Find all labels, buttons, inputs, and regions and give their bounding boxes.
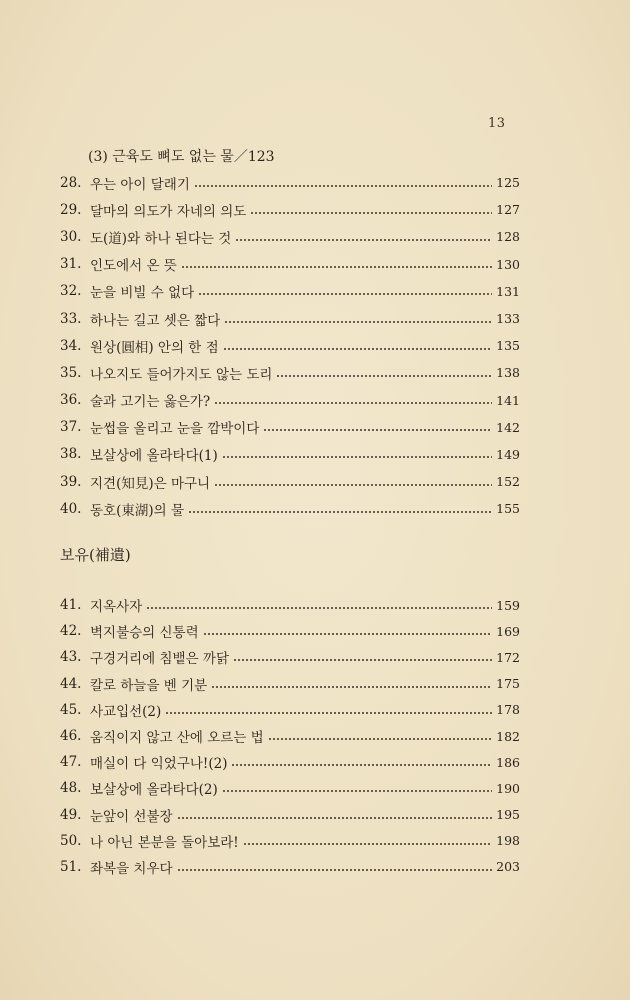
entry-number: 40. bbox=[60, 500, 82, 517]
entry-title: 나 아닌 본분을 돌아보라! bbox=[90, 834, 239, 851]
entry-title: 달마의 의도가 자네의 의도 bbox=[90, 203, 247, 220]
entry-title: 지견(知見)은 마구니 bbox=[90, 475, 211, 492]
entry-number: 47. bbox=[60, 754, 82, 771]
entry-number: 48. bbox=[60, 780, 82, 797]
entry-page: 141 bbox=[496, 392, 520, 408]
entry-title: 나오지도 들어가지도 않는 도리 bbox=[90, 366, 273, 383]
dot-leader bbox=[224, 321, 492, 323]
toc-entry bbox=[60, 468, 520, 495]
entry-title: 술과 고기는 옳은가? bbox=[90, 394, 211, 411]
entry-number: 49. bbox=[60, 806, 82, 823]
entry-number: 30. bbox=[60, 228, 82, 245]
dot-leader bbox=[188, 511, 492, 513]
toc-entry bbox=[60, 697, 520, 723]
entry-title: 좌복을 치우다 bbox=[90, 860, 173, 877]
entry-page: 133 bbox=[496, 311, 520, 327]
entry-title: 동호(東湖)의 물 bbox=[90, 502, 184, 519]
toc-entry bbox=[60, 196, 520, 223]
entry-number: 50. bbox=[60, 832, 82, 849]
appendix-toc-list bbox=[60, 592, 520, 880]
entry-page: 155 bbox=[496, 501, 520, 517]
dot-leader bbox=[233, 659, 492, 661]
entry-number: 44. bbox=[60, 675, 82, 692]
dot-leader bbox=[235, 239, 492, 241]
dot-leader bbox=[222, 790, 492, 792]
entry-number: 36. bbox=[60, 392, 82, 409]
entry-title: 사교입선(2) bbox=[90, 703, 162, 720]
dot-leader bbox=[263, 429, 492, 431]
toc-entry bbox=[60, 671, 520, 697]
entry-title: 도(道)와 하나 된다는 것 bbox=[90, 230, 232, 247]
dot-leader bbox=[223, 348, 492, 350]
dot-leader bbox=[268, 738, 492, 740]
toc-entry bbox=[60, 723, 520, 749]
entry-page: 127 bbox=[496, 202, 520, 218]
toc-entry bbox=[60, 495, 520, 522]
entry-number: 28. bbox=[60, 174, 82, 191]
entry-title: 하나는 길고 셋은 짧다 bbox=[90, 312, 221, 329]
toc-entry bbox=[60, 802, 520, 828]
entry-number: 51. bbox=[60, 858, 82, 875]
entry-title: 구경거리에 침뱉은 까닭 bbox=[90, 651, 229, 668]
dot-leader bbox=[231, 764, 492, 766]
entry-number: 32. bbox=[60, 283, 82, 300]
toc-entry bbox=[60, 332, 520, 359]
entry-title: 보살상에 올라타다(1) bbox=[90, 448, 218, 465]
entry-title: 칼로 하늘을 벤 기분 bbox=[90, 677, 208, 694]
toc-entry bbox=[60, 749, 520, 775]
entry-page: 175 bbox=[496, 676, 520, 692]
toc-entry bbox=[60, 828, 520, 854]
entry-page: 130 bbox=[496, 256, 520, 272]
entry-number: 29. bbox=[60, 201, 82, 218]
entry-number: 33. bbox=[60, 310, 82, 327]
entry-page: 198 bbox=[496, 833, 520, 849]
toc-entry bbox=[60, 387, 520, 414]
dot-leader bbox=[222, 456, 492, 458]
entry-page: 182 bbox=[496, 728, 520, 744]
entry-page: 172 bbox=[496, 649, 520, 665]
dot-leader bbox=[250, 212, 492, 214]
appendix-heading: 보유(補遺) bbox=[60, 546, 131, 564]
entry-number: 42. bbox=[60, 623, 82, 640]
toc-entry bbox=[60, 618, 520, 644]
entry-title: 눈앞이 선불장 bbox=[90, 808, 173, 825]
entry-title: 벽지불승의 신통력 bbox=[90, 625, 199, 642]
entry-page: 178 bbox=[496, 702, 520, 718]
toc-entry bbox=[60, 854, 520, 880]
entry-title: 우는 아이 달래기 bbox=[90, 176, 190, 193]
entry-page: 152 bbox=[496, 474, 520, 490]
entry-number: 39. bbox=[60, 473, 82, 490]
dot-leader bbox=[177, 869, 492, 871]
section-heading: (3) 근육도 뼈도 없는 물／123 bbox=[88, 149, 275, 165]
entry-title: 인도에서 온 뜻 bbox=[90, 258, 177, 275]
entry-number: 46. bbox=[60, 728, 82, 745]
dot-leader bbox=[214, 402, 492, 404]
entry-page: 203 bbox=[496, 859, 520, 875]
entry-page: 195 bbox=[496, 807, 520, 823]
dot-leader bbox=[243, 843, 492, 845]
dot-leader bbox=[203, 633, 492, 635]
entry-page: 131 bbox=[496, 283, 520, 299]
toc-entry bbox=[60, 169, 520, 196]
dot-leader bbox=[214, 484, 492, 486]
dot-leader bbox=[181, 266, 492, 268]
entry-page: 128 bbox=[496, 229, 520, 245]
dot-leader bbox=[146, 607, 492, 609]
entry-title: 눈을 비빌 수 없다 bbox=[90, 285, 195, 302]
toc-entry bbox=[60, 251, 520, 278]
dot-leader bbox=[276, 375, 492, 377]
entry-title: 매실이 다 익었구나!(2) bbox=[90, 756, 228, 773]
toc-entry bbox=[60, 414, 520, 441]
entry-page: 190 bbox=[496, 780, 520, 796]
entry-number: 31. bbox=[60, 256, 82, 273]
entry-title: 지옥사자 bbox=[90, 599, 143, 616]
entry-title: 보살상에 올라타다(2) bbox=[90, 782, 218, 799]
dot-leader bbox=[198, 293, 492, 295]
entry-number: 34. bbox=[60, 337, 82, 354]
page-number: 13 bbox=[488, 116, 506, 131]
toc-entry bbox=[60, 441, 520, 468]
entry-number: 37. bbox=[60, 419, 82, 436]
dot-leader bbox=[177, 817, 492, 819]
entry-page: 159 bbox=[496, 597, 520, 613]
entry-number: 45. bbox=[60, 701, 82, 718]
entry-page: 149 bbox=[496, 446, 520, 462]
toc-entry bbox=[60, 592, 520, 618]
entry-title: 눈썹을 올리고 눈을 깜박이다 bbox=[90, 421, 260, 438]
entry-page: 135 bbox=[496, 338, 520, 354]
toc-entry bbox=[60, 359, 520, 386]
entry-number: 43. bbox=[60, 649, 82, 666]
entry-title: 원상(圓相) 안의 한 점 bbox=[90, 339, 219, 356]
dot-leader bbox=[194, 185, 492, 187]
entry-page: 142 bbox=[496, 419, 520, 435]
entry-number: 41. bbox=[60, 597, 82, 614]
entry-page: 138 bbox=[496, 365, 520, 381]
toc-entry bbox=[60, 775, 520, 801]
toc-list bbox=[60, 169, 520, 522]
toc-entry bbox=[60, 278, 520, 305]
dot-leader bbox=[211, 686, 492, 688]
entry-page: 169 bbox=[496, 623, 520, 639]
entry-page: 125 bbox=[496, 175, 520, 191]
toc-entry bbox=[60, 305, 520, 332]
entry-number: 35. bbox=[60, 364, 82, 381]
toc-entry bbox=[60, 644, 520, 670]
entry-number: 38. bbox=[60, 446, 82, 463]
entry-page: 186 bbox=[496, 754, 520, 770]
toc-entry bbox=[60, 223, 520, 250]
dot-leader bbox=[165, 712, 492, 714]
entry-title: 움직이지 않고 산에 오르는 법 bbox=[90, 730, 264, 747]
